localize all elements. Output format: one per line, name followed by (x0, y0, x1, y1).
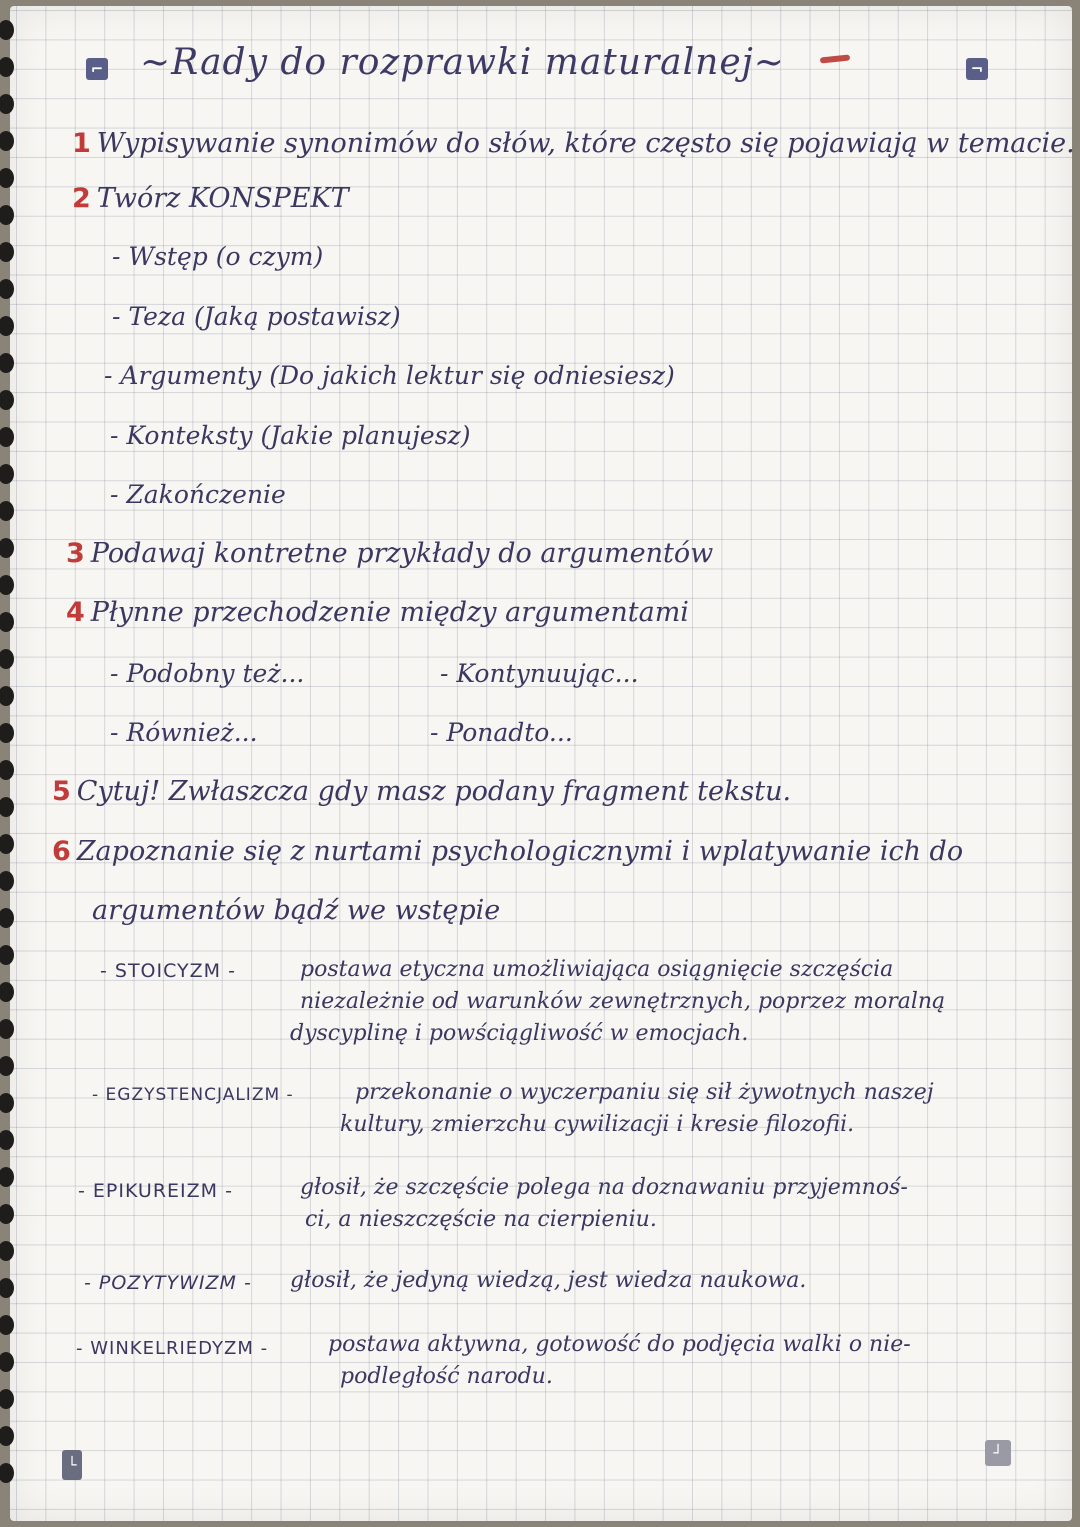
current-definition: głosił, że szczęście polega na doznawaniu przyjemnoś- (300, 1175, 908, 1200)
point-number: 1 (72, 128, 91, 159)
point-number: 3 (66, 538, 85, 569)
point-6 (52, 836, 963, 867)
current-term: - EPIKUREIZM - (78, 1180, 233, 1202)
point-number: 5 (52, 776, 71, 807)
current-epikureizm (78, 1180, 233, 1202)
current-stoicyzm (100, 960, 236, 982)
point-text: Cytuj! Zwłaszcza gdy masz podany fragment tekstu. (76, 776, 792, 807)
point-1 (72, 128, 1075, 159)
transition-item: - Również... (110, 718, 258, 747)
point-text: Podawaj kontretne przykłady do argumentów (90, 538, 714, 569)
current-definition: głosił, że jedyną wiedzą, jest wiedza naukowa. (290, 1268, 807, 1293)
point-number: 4 (66, 597, 85, 628)
transition-item: - Kontynuując... (440, 659, 639, 688)
corner-mark-icon: └ (62, 1450, 82, 1480)
transition-item: - Podobny też... (110, 659, 305, 688)
current-term: - EGZYSTENCJALIZM - (92, 1085, 294, 1105)
outline-item: - Konteksty (Jakie planujesz) (110, 421, 471, 450)
current-term: - STOICYZM - (100, 960, 236, 982)
point-3 (66, 538, 713, 569)
point-text: Twórz KONSPEKT (96, 183, 349, 214)
outline-item: - Teza (Jaką postawisz) (112, 302, 401, 331)
point-text: Wypisywanie synonimów do słów, które często się pojawiają w temacie. (96, 128, 1075, 159)
point-4 (66, 597, 689, 628)
corner-mark-icon: ¬ (966, 58, 988, 80)
page-title: ~Rady do rozprawki maturalnej~ (140, 42, 785, 83)
current-egzystencjalizm (92, 1085, 294, 1105)
current-definition: postawa aktywna, gotowość do podjęcia walki o nie- (328, 1332, 911, 1357)
outline-item: - Wstęp (o czym) (112, 242, 324, 271)
transition-item: - Ponadto... (430, 718, 573, 747)
point-text: Płynne przechodzenie między argumentami (90, 597, 689, 628)
current-pozytywizm (84, 1272, 252, 1294)
current-definition: ci, a nieszczęście na cierpieniu. (305, 1207, 657, 1232)
spiral-binding (0, 20, 14, 1500)
outline-item: - Argumenty (Do jakich lektur się odniesiesz) (104, 361, 675, 390)
point-5 (52, 776, 791, 807)
point-number: 2 (72, 183, 91, 214)
current-term: - POZYTYWIZM - (84, 1272, 252, 1294)
point-text: Zapoznanie się z nurtami psychologicznymi i wplatywanie ich do (76, 836, 964, 867)
point-number: 6 (52, 836, 71, 867)
current-winkelriedyzm (76, 1338, 268, 1359)
corner-mark-icon: ┘ (985, 1440, 1011, 1466)
current-definition: postawa etyczna umożliwiająca osiągnięcie szczęścia (300, 957, 894, 982)
current-definition: podległość narodu. (340, 1364, 553, 1389)
point-2 (72, 183, 349, 214)
current-definition: niezależnie od warunków zewnętrznych, poprzez moralną (300, 989, 946, 1014)
current-definition: dyscyplinę i powściągliwość w emocjach. (290, 1021, 749, 1046)
current-term: - WINKELRIEDYZM - (76, 1338, 269, 1359)
outline-item: - Zakończenie (110, 480, 286, 509)
current-definition: przekonanie o wyczerpaniu się sił żywotnych naszej (355, 1080, 934, 1105)
corner-mark-icon: ⌐ (86, 58, 108, 80)
current-definition: kultury, zmierzchu cywilizacji i kresie filozofii. (340, 1112, 855, 1137)
point-6-continued: argumentów bądź we wstępie (92, 895, 501, 926)
